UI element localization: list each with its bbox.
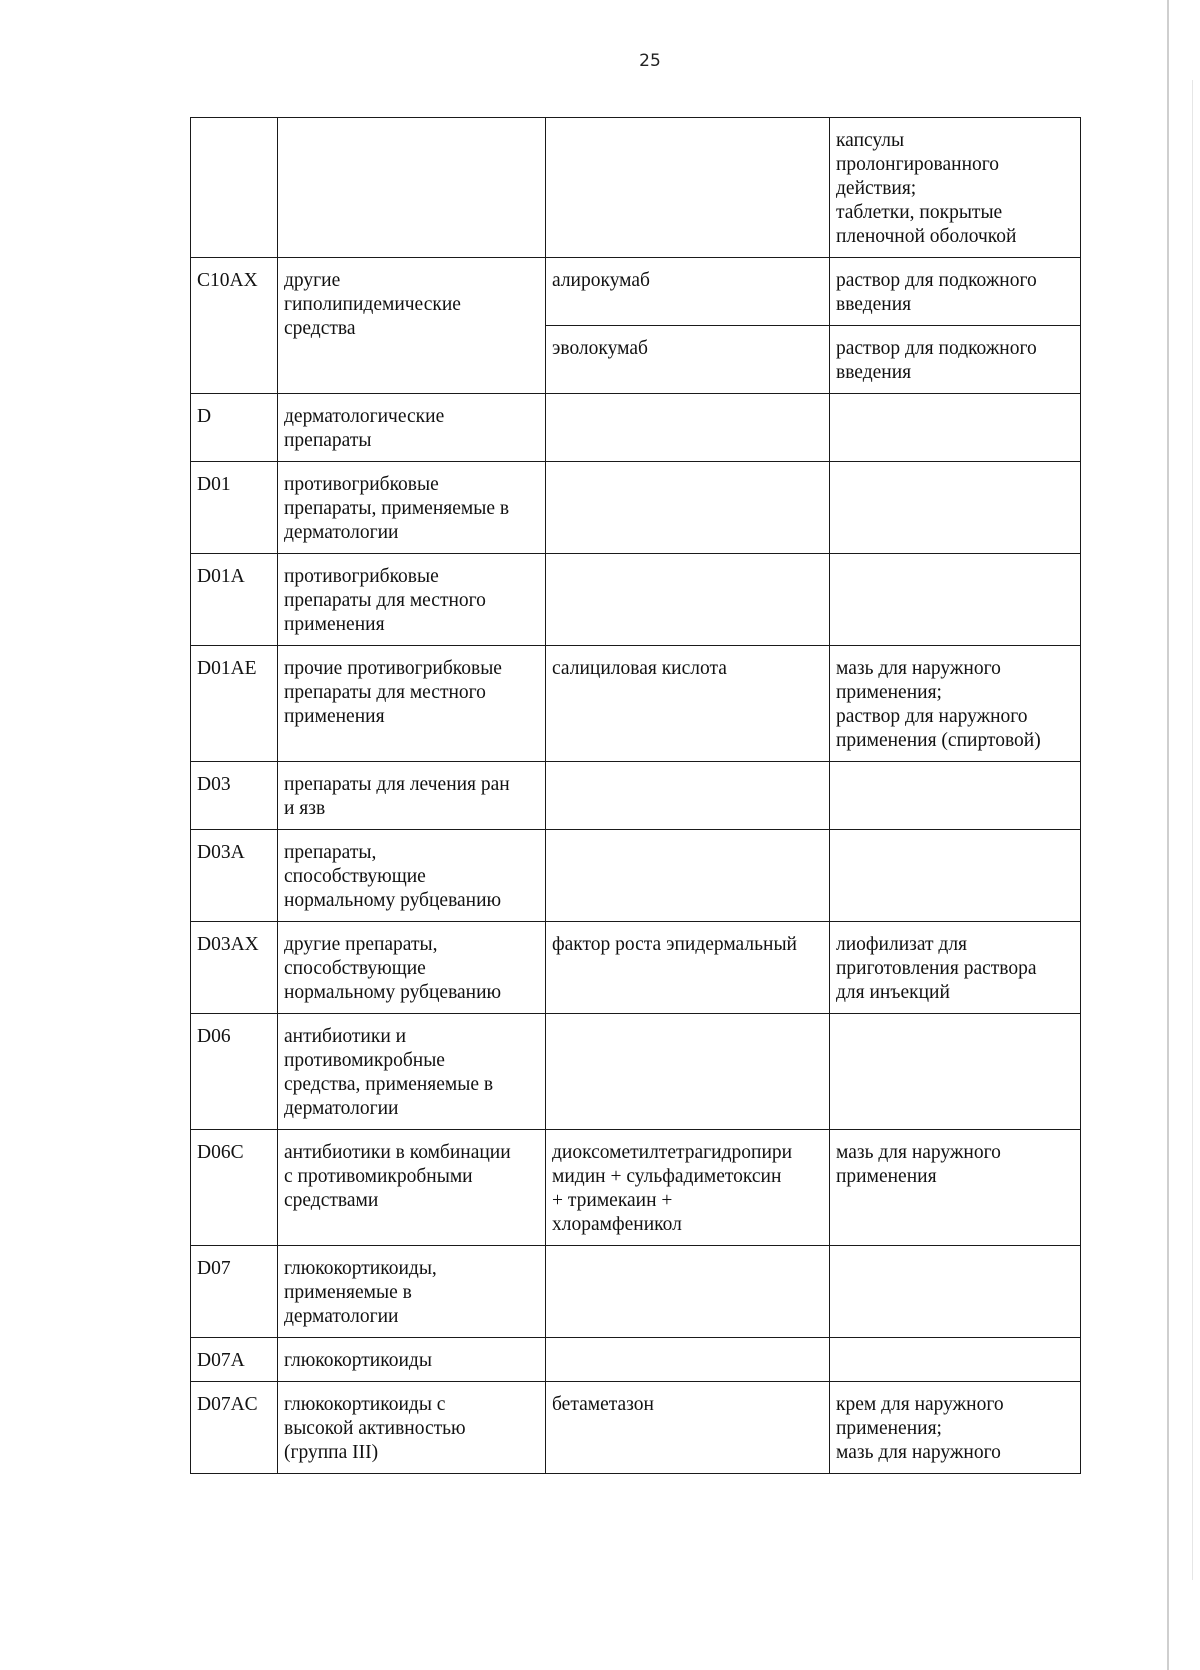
atc-code-cell: D07AC (191, 1382, 278, 1474)
anatomical-therapeutic-group-cell: прочие противогрибковые препараты для местного применения (278, 646, 546, 762)
table-row (191, 258, 1081, 326)
anatomical-therapeutic-group-cell: глюкокортикоиды с высокой активностью (группа III) (278, 1382, 546, 1474)
anatomical-therapeutic-group-cell: антибиотики в комбинации с противомикробными средствами (278, 1130, 546, 1246)
drug-name-cell: диоксометилтетрагидропири мидин + сульфадиметоксин + тримекаин + хлорамфеникол (546, 1130, 830, 1246)
drug-table-body (191, 118, 1081, 1474)
drug-name-cell: салициловая кислота (546, 646, 830, 762)
dosage-forms-cell: мазь для наружного применения; раствор для наружного применения (спиртовой) (830, 646, 1081, 762)
atc-code-cell: D03 (191, 762, 278, 830)
dosage-forms-cell: капсулы пролонгированного действия; таблетки, покрытые пленочной оболочкой (830, 118, 1081, 258)
anatomical-therapeutic-group-cell: дерматологические препараты (278, 394, 546, 462)
anatomical-therapeutic-group-cell: противогрибковые препараты, применяемые в дерматологии (278, 462, 546, 554)
drug-name-cell (546, 1014, 830, 1130)
dosage-forms-cell: лиофилизат для приготовления раствора для инъекций (830, 922, 1081, 1014)
dosage-forms-cell (830, 1246, 1081, 1338)
drug-name-cell: эволокумаб (546, 326, 830, 394)
atc-code-cell: D01 (191, 462, 278, 554)
table-row (191, 118, 1081, 258)
dosage-forms-cell: мазь для наружного применения (830, 1130, 1081, 1246)
atc-code-cell: D07 (191, 1246, 278, 1338)
atc-code-cell: D03A (191, 830, 278, 922)
anatomical-therapeutic-group-cell: другие препараты, способствующие нормальному рубцеванию (278, 922, 546, 1014)
table-row (191, 1014, 1081, 1130)
atc-code-cell: D03AX (191, 922, 278, 1014)
atc-code-cell: D01A (191, 554, 278, 646)
drug-name-cell: бетаметазон (546, 1382, 830, 1474)
atc-code-cell: D01AE (191, 646, 278, 762)
table-row (191, 1130, 1081, 1246)
drug-name-cell (546, 462, 830, 554)
anatomical-therapeutic-group-cell: противогрибковые препараты для местного применения (278, 554, 546, 646)
drug-name-cell (546, 394, 830, 462)
dosage-forms-cell: крем для наружного применения; мазь для наружного (830, 1382, 1081, 1474)
drug-name-cell (546, 118, 830, 258)
atc-code-cell (191, 118, 278, 258)
anatomical-therapeutic-group-cell: глюкокортикоиды (278, 1338, 546, 1382)
table-row (191, 922, 1081, 1014)
atc-code-cell: D06 (191, 1014, 278, 1130)
atc-code-cell: D06C (191, 1130, 278, 1246)
scan-shadow-line (1192, 80, 1193, 1580)
anatomical-therapeutic-group-cell: глюкокортикоиды, применяемые в дерматологии (278, 1246, 546, 1338)
atc-code-cell: C10AX (191, 258, 278, 394)
dosage-forms-cell (830, 762, 1081, 830)
table-row (191, 1338, 1081, 1382)
table-row (191, 462, 1081, 554)
drug-name-cell (546, 1246, 830, 1338)
drug-name-cell (546, 554, 830, 646)
table-row (191, 830, 1081, 922)
dosage-forms-cell (830, 1338, 1081, 1382)
dosage-forms-cell: раствор для подкожного введения (830, 258, 1081, 326)
anatomical-therapeutic-group-cell: другие гиполипидемические средства (278, 258, 546, 394)
atc-code-cell: D07A (191, 1338, 278, 1382)
anatomical-therapeutic-group-cell: препараты, способствующие нормальному рубцеванию (278, 830, 546, 922)
drug-classification-table (190, 117, 1081, 1474)
anatomical-therapeutic-group-cell (278, 118, 546, 258)
page-number: 25 (639, 51, 661, 71)
dosage-forms-cell (830, 830, 1081, 922)
table-row (191, 554, 1081, 646)
table-row (191, 762, 1081, 830)
table-row (191, 646, 1081, 762)
dosage-forms-cell (830, 1014, 1081, 1130)
drug-name-cell: алирокумаб (546, 258, 830, 326)
dosage-forms-cell: раствор для подкожного введения (830, 326, 1081, 394)
drug-name-cell (546, 1338, 830, 1382)
dosage-forms-cell (830, 394, 1081, 462)
anatomical-therapeutic-group-cell: препараты для лечения ран и язв (278, 762, 546, 830)
table-row (191, 394, 1081, 462)
dosage-forms-cell (830, 462, 1081, 554)
table-row (191, 1246, 1081, 1338)
table-row (191, 1382, 1081, 1474)
drug-name-cell: фактор роста эпидермальный (546, 922, 830, 1014)
drug-name-cell (546, 830, 830, 922)
anatomical-therapeutic-group-cell: антибиотики и противомикробные средства, применяемые в дерматологии (278, 1014, 546, 1130)
atc-code-cell: D (191, 394, 278, 462)
scan-page-edge (1167, 0, 1169, 1670)
dosage-forms-cell (830, 554, 1081, 646)
drug-name-cell (546, 762, 830, 830)
